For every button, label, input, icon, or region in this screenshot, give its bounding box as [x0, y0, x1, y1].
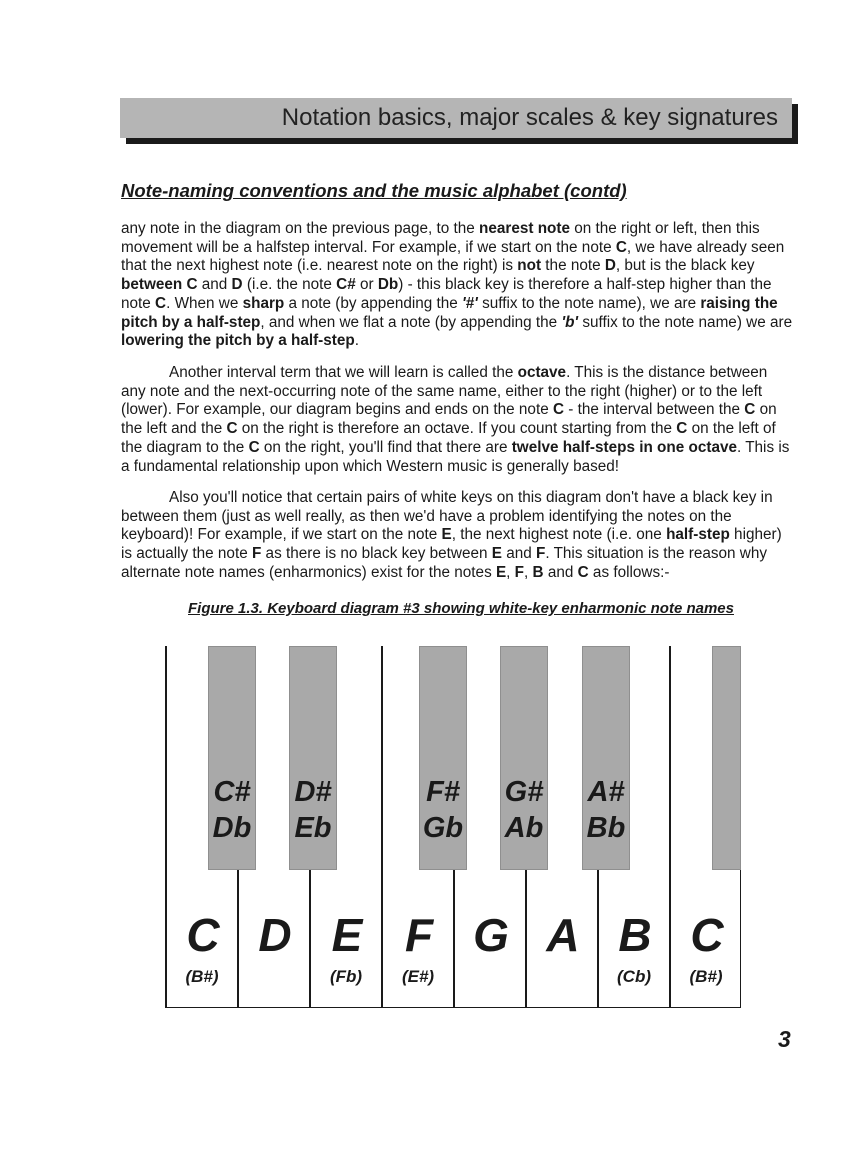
text-run: 'b'	[561, 313, 579, 331]
text-run: C	[226, 420, 238, 438]
text-run: . This is the distance between any note and the next-occurring note of the same name, either to the right (higher) or to the left (lower). For example, our diagram begins and ends on the note	[121, 364, 768, 419]
black-key	[712, 646, 741, 870]
text-run: sharp	[242, 294, 285, 312]
text-run: on the right or left, then this movement will be a halfstep interval. For example, if we start on the note	[121, 220, 760, 256]
text-run: D	[231, 276, 243, 294]
text-run: on the right is therefore an octave. If you count starting from the	[237, 420, 677, 438]
text-run: suffix to the note name) we are	[578, 313, 793, 331]
black-key-flat-label: Eb	[294, 812, 332, 844]
black-key-sharp-label: G#	[504, 776, 544, 808]
text-run: on the right, you'll find that there are	[259, 438, 512, 456]
section-title: Note-naming conventions and the music alphabet (contd)	[121, 180, 627, 201]
white-key-name: G	[473, 909, 509, 961]
text-run: C	[615, 238, 627, 256]
figure-caption: Figure 1.3. Keyboard diagram #3 showing white-key enharmonic note names	[188, 600, 734, 617]
text-run: , and when we flat a note (by appending the	[260, 313, 562, 331]
text-run: (i.e. the note	[242, 276, 337, 294]
keyboard-diagram	[165, 646, 741, 1008]
black-key-sharp-label: C#	[213, 776, 251, 808]
text-run: E	[441, 526, 452, 544]
white-key-enharmonic: (Fb)	[329, 967, 363, 986]
black-key-flat-label: Db	[212, 812, 252, 844]
text-run: , we have already seen that the next highest note (i.e. nearest note on the right) is	[121, 238, 785, 275]
white-key-name: A	[546, 909, 580, 961]
text-run: on the left of the diagram to the	[121, 420, 776, 456]
text-run: a note (by appending the	[284, 294, 463, 312]
white-key-enharmonic: (B#)	[689, 967, 723, 986]
text-run: not	[517, 257, 542, 275]
text-run: Also you'll notice that certain pairs of white keys on this diagram don't have a black key in between them (just as well really, as then we'd have a problem identifying the notes on the keyboard)! For example, if we start on the note	[121, 489, 773, 544]
text-run: E	[495, 563, 507, 581]
text-run: C	[552, 401, 565, 419]
text-run: F	[251, 545, 262, 563]
black-key	[208, 646, 256, 870]
text-run: F	[535, 545, 546, 563]
white-key-name: E	[331, 909, 363, 961]
text-run: or	[355, 276, 378, 294]
black-key	[500, 646, 548, 870]
text-run: half-step	[666, 526, 730, 544]
black-key-sharp-label: D#	[294, 776, 332, 808]
text-run: ) - this black key is therefore a half-step higher than the note	[121, 276, 772, 312]
text-run: . When we	[166, 294, 243, 312]
black-key	[289, 646, 337, 870]
page-number: 3	[778, 1026, 791, 1052]
text-run: C	[155, 294, 167, 312]
text-run: and	[197, 276, 232, 294]
white-key-enharmonic: (E#)	[401, 967, 435, 986]
header-bar	[120, 98, 792, 138]
text-run: F	[514, 563, 525, 581]
text-run: ,	[506, 563, 515, 581]
text-run: , the next highest note (i.e. one	[451, 526, 667, 544]
white-key-name: D	[258, 909, 292, 961]
black-key-flat-label: Ab	[504, 812, 544, 844]
text-run: C	[676, 420, 688, 438]
paragraph-3	[121, 489, 793, 583]
text-run: the note	[541, 257, 605, 275]
text-run: between C	[121, 276, 198, 294]
text-run: C#	[336, 276, 356, 294]
text-run: . This is a fundamental relationship upon which Western music is generally based!	[121, 438, 790, 475]
text-run: higher) is actually the note	[121, 526, 782, 563]
white-key-name: C	[690, 909, 724, 961]
text-run: and	[543, 563, 578, 581]
text-run: E	[491, 545, 502, 563]
text-run: '#'	[462, 294, 478, 312]
text-run: octave	[517, 364, 567, 381]
text-run: on the left and the	[121, 401, 777, 438]
paragraph-1	[121, 220, 793, 351]
text-run: and	[501, 545, 536, 563]
white-key-enharmonic: (Cb)	[617, 967, 651, 986]
text-run: C	[577, 563, 589, 581]
black-key	[582, 646, 630, 870]
text-run: . This situation is the reason why alternate note names (enharmonics) exist for the notes	[121, 545, 767, 581]
text-run: lowering the pitch by a half-step	[121, 332, 355, 350]
text-run: Another interval term that we will learn is called the	[169, 364, 518, 381]
text-run: ,	[524, 563, 533, 581]
white-key-name: C	[186, 909, 220, 961]
text-run: as there is no black key between	[261, 545, 492, 563]
text-run: , but is the black key	[615, 257, 755, 275]
text-run: D	[604, 257, 616, 275]
white-key-name: B	[618, 909, 652, 961]
text-run: B	[532, 563, 544, 581]
text-run: C	[744, 401, 756, 419]
text-run: suffix to the note name), we are	[477, 294, 701, 312]
paragraph-2	[121, 364, 793, 476]
white-key-enharmonic: (B#)	[185, 967, 219, 986]
text-run: .	[354, 332, 359, 350]
black-key-sharp-label: A#	[587, 776, 625, 808]
text-run: any note in the diagram on the previous page, to the	[121, 220, 480, 237]
text-run: twelve half-steps in one octave	[511, 438, 737, 456]
black-key	[419, 646, 467, 870]
text-run: Db	[377, 276, 399, 294]
black-key-flat-label: Gb	[422, 812, 464, 844]
keyboard-bottom-edge	[165, 1007, 741, 1009]
text-run: nearest note	[479, 220, 570, 237]
text-run: as follows:-	[588, 563, 670, 581]
text-run: - the interval between the	[564, 401, 745, 419]
black-key-flat-label: Bb	[586, 812, 626, 844]
text-run: C	[248, 438, 260, 456]
text-run: raising the pitch by a half-step	[121, 294, 778, 331]
white-key-name: F	[404, 909, 434, 961]
black-key-sharp-label: F#	[426, 776, 460, 808]
header-title: Notation basics, major scales & key signatures	[281, 104, 778, 131]
